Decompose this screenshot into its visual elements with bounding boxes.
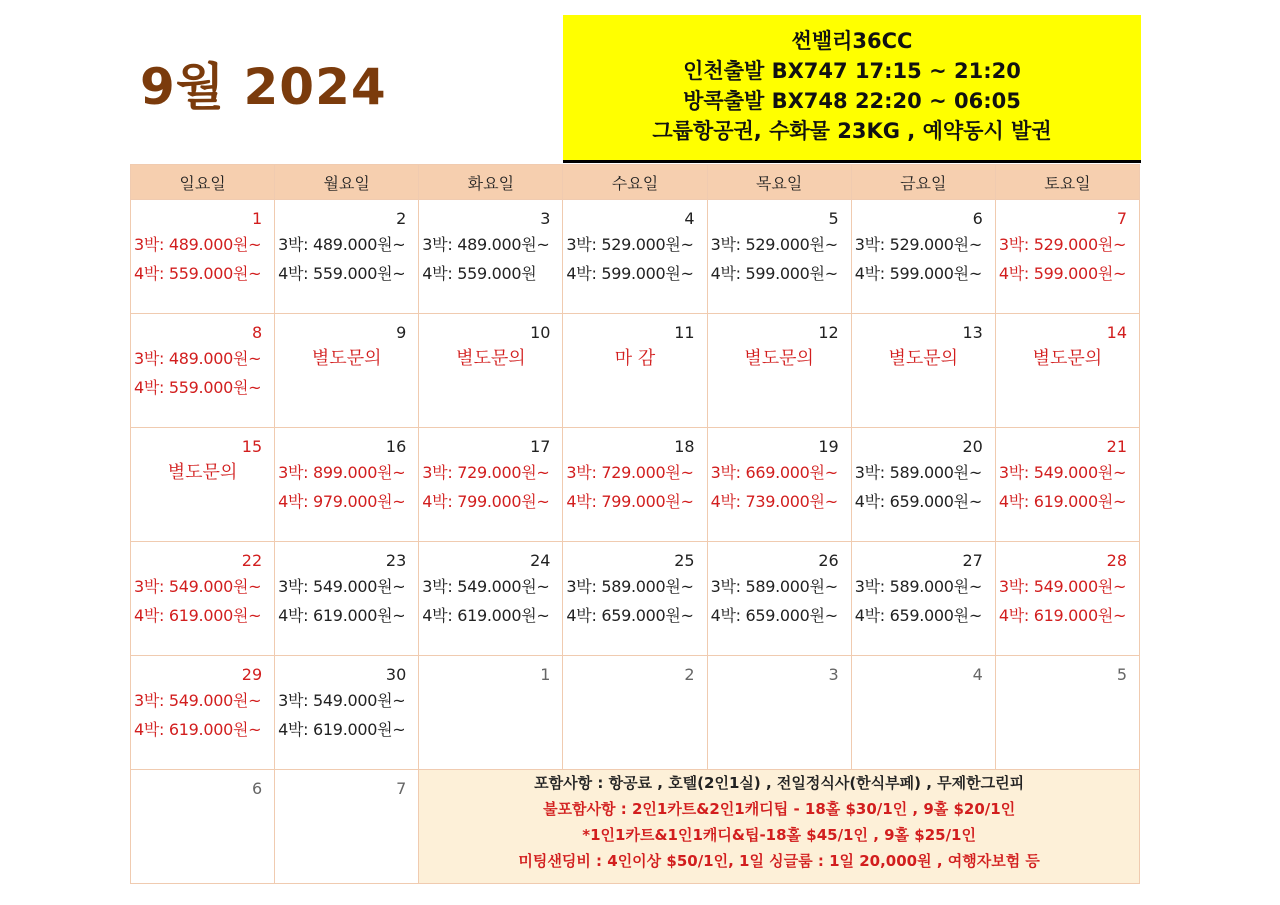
price-line: 3박: 589.000원~ <box>854 577 982 596</box>
calendar-day-cell <box>131 314 275 428</box>
week-row <box>131 656 1140 770</box>
day-number: 15 <box>241 437 263 456</box>
availability-note: 별도문의 <box>888 348 959 369</box>
day-number: 8 <box>251 323 263 342</box>
price-line: 3박: 489.000원~ <box>134 349 262 368</box>
day-number: 3 <box>540 209 551 228</box>
calendar-day-cell <box>851 314 995 428</box>
calendar-day-cell <box>419 542 563 656</box>
price-line: 4박: 599.000원~ <box>566 264 694 283</box>
day-number: 7 <box>396 779 407 798</box>
weekday-header: 월요일 <box>275 165 419 200</box>
price-line: 3박: 729.000원~ <box>566 463 694 482</box>
calendar-day-cell <box>995 542 1139 656</box>
day-number: 27 <box>962 551 983 570</box>
price-line: 4박: 619.000원~ <box>278 606 406 625</box>
price-line: 3박: 529.000원~ <box>566 235 694 254</box>
calendar-day-cell <box>851 656 995 770</box>
day-number: 16 <box>385 437 407 456</box>
calendar-day-cell <box>995 656 1139 770</box>
calendar-day-cell <box>419 314 563 428</box>
week-row <box>131 428 1140 542</box>
weekday-header: 목요일 <box>707 165 851 200</box>
price-line: 4박: 659.000원~ <box>854 606 982 625</box>
day-number: 1 <box>251 209 263 228</box>
weekday-header: 화요일 <box>419 165 563 200</box>
price-line: 3박: 899.000원~ <box>278 463 406 482</box>
price-line: 3박: 549.000원~ <box>998 577 1127 596</box>
price-line: 4박: 619.000원~ <box>134 720 262 739</box>
availability-note: 별도문의 <box>167 462 238 483</box>
price-line: 4박: 559.000원~ <box>278 264 406 283</box>
day-number: 24 <box>530 551 551 570</box>
price-line: 4박: 619.000원~ <box>998 606 1127 625</box>
week-row <box>131 314 1140 428</box>
calendar-day-cell <box>851 542 995 656</box>
day-number: 10 <box>530 323 551 342</box>
weekday-header: 금요일 <box>851 165 995 200</box>
price-line: 3박: 529.000원~ <box>854 235 982 254</box>
price-line: 3박: 529.000원~ <box>710 235 838 254</box>
page-title: 9월 2024 <box>140 58 387 116</box>
day-number: 19 <box>818 437 839 456</box>
package-note-line: 포함사항 : 항공료 , 호텔(2인1실) , 전일정식사(한식부페) , 무제한그린피 <box>534 774 1025 792</box>
weekday-header: 수요일 <box>563 165 707 200</box>
price-line: 3박: 729.000원~ <box>422 463 550 482</box>
week-row <box>131 200 1140 314</box>
calendar-day-cell <box>563 542 707 656</box>
day-number: 21 <box>1106 437 1127 456</box>
price-line: 3박: 549.000원~ <box>278 691 406 710</box>
ticket-note: 그룹항공권, 수화물 23KG , 예약동시 발권 <box>652 119 1052 143</box>
calendar-day-cell <box>131 542 275 656</box>
price-line: 3박: 489.000원~ <box>422 235 550 254</box>
price-line: 4박: 619.000원~ <box>134 606 262 625</box>
price-line: 4박: 599.000원~ <box>998 264 1127 283</box>
calendar-day-cell <box>995 314 1139 428</box>
flight-info-box <box>563 15 1141 163</box>
price-line: 3박: 549.000원~ <box>134 691 262 710</box>
price-line: 4박: 559.000원 <box>422 264 537 283</box>
day-number: 20 <box>962 437 983 456</box>
weekday-header: 일요일 <box>131 165 275 200</box>
calendar-day-cell <box>131 770 275 884</box>
calendar-day-cell <box>851 428 995 542</box>
price-line: 3박: 589.000원~ <box>854 463 982 482</box>
calendar-day-cell <box>131 656 275 770</box>
price-line: 3박: 549.000원~ <box>134 577 262 596</box>
price-line: 3박: 489.000원~ <box>134 235 262 254</box>
day-number: 14 <box>1106 323 1127 342</box>
calendar-day-cell <box>707 656 851 770</box>
price-line: 4박: 979.000원~ <box>278 492 406 511</box>
return-flight: 방콕출발 BX748 22:20 ~ 06:05 <box>683 89 1021 113</box>
calendar-table <box>130 164 1140 884</box>
outbound-flight: 인천출발 BX747 17:15 ~ 21:20 <box>683 59 1021 83</box>
calendar-day-cell <box>707 314 851 428</box>
calendar-day-cell <box>563 428 707 542</box>
calendar-day-cell <box>419 656 563 770</box>
day-number: 30 <box>385 665 407 684</box>
availability-note: 별도문의 <box>311 348 382 369</box>
day-number: 28 <box>1106 551 1127 570</box>
day-number: 2 <box>684 665 695 684</box>
availability-note: 마 감 <box>614 348 656 369</box>
weekday-header-row <box>131 165 1140 200</box>
price-line: 3박: 529.000원~ <box>998 235 1127 254</box>
price-line: 3박: 589.000원~ <box>566 577 694 596</box>
price-line: 3박: 549.000원~ <box>422 577 550 596</box>
availability-note: 별도문의 <box>744 348 814 369</box>
day-number: 7 <box>1116 209 1127 228</box>
calendar-day-cell <box>275 542 419 656</box>
day-number: 18 <box>674 437 695 456</box>
day-number: 2 <box>396 209 407 228</box>
calendar-day-cell <box>131 428 275 542</box>
day-number: 4 <box>684 209 695 228</box>
day-number: 26 <box>818 551 839 570</box>
day-number: 4 <box>972 665 983 684</box>
price-line: 3박: 589.000원~ <box>710 577 838 596</box>
day-number: 25 <box>674 551 695 570</box>
calendar-day-cell <box>563 656 707 770</box>
price-line: 4박: 659.000원~ <box>566 606 694 625</box>
package-note-line: 불포함사항 : 2인1카트&2인1캐디팁 - 18홀 $30/1인 , 9홀 $20/1인 <box>543 800 1016 818</box>
availability-note: 별도문의 <box>456 348 526 369</box>
price-line: 4박: 799.000원~ <box>422 492 550 511</box>
day-number: 12 <box>818 323 839 342</box>
calendar-day-cell <box>707 542 851 656</box>
price-line: 3박: 549.000원~ <box>998 463 1127 482</box>
price-line: 4박: 659.000원~ <box>854 492 982 511</box>
price-line: 4박: 599.000원~ <box>710 264 838 283</box>
day-number: 9 <box>396 323 407 342</box>
golf-course-name: 썬밸리36CC <box>791 29 913 53</box>
calendar-day-cell <box>563 200 707 314</box>
price-line: 4박: 599.000원~ <box>854 264 982 283</box>
calendar-day-cell <box>995 428 1139 542</box>
day-number: 11 <box>674 323 695 342</box>
day-number: 6 <box>251 779 263 798</box>
package-note-line: *1인1카트&1인1캐디&팁-18홀 $45/1인 , 9홀 $25/1인 <box>582 826 976 844</box>
day-number: 3 <box>828 665 839 684</box>
day-number: 22 <box>241 551 263 570</box>
calendar-day-cell <box>131 200 275 314</box>
day-number: 1 <box>540 665 551 684</box>
price-line: 3박: 489.000원~ <box>278 235 406 254</box>
calendar-day-cell <box>275 770 419 884</box>
calendar-day-cell <box>275 200 419 314</box>
day-number: 23 <box>385 551 407 570</box>
price-line: 3박: 669.000원~ <box>710 463 838 482</box>
calendar-day-cell <box>275 428 419 542</box>
price-line: 4박: 659.000원~ <box>710 606 838 625</box>
week-row <box>131 770 1140 884</box>
price-line: 4박: 619.000원~ <box>998 492 1127 511</box>
calendar-day-cell <box>419 200 563 314</box>
calendar-day-cell <box>563 314 707 428</box>
calendar-day-cell <box>707 428 851 542</box>
calendar-day-cell <box>419 428 563 542</box>
price-line: 4박: 619.000원~ <box>278 720 406 739</box>
day-number: 5 <box>1116 665 1127 684</box>
calendar-day-cell <box>851 200 995 314</box>
package-notes <box>419 770 1140 884</box>
price-line: 4박: 799.000원~ <box>566 492 694 511</box>
availability-note: 별도문의 <box>1032 348 1103 369</box>
price-line: 4박: 559.000원~ <box>134 264 262 283</box>
day-number: 6 <box>972 209 983 228</box>
calendar-day-cell <box>275 656 419 770</box>
day-number: 29 <box>241 665 263 684</box>
calendar-day-cell <box>275 314 419 428</box>
price-line: 4박: 739.000원~ <box>710 492 838 511</box>
week-row <box>131 542 1140 656</box>
weekday-header: 토요일 <box>995 165 1139 200</box>
price-line: 3박: 549.000원~ <box>278 577 406 596</box>
calendar-day-cell <box>995 200 1139 314</box>
calendar-day-cell <box>707 200 851 314</box>
day-number: 13 <box>962 323 983 342</box>
price-line: 4박: 559.000원~ <box>134 378 262 397</box>
price-line: 4박: 619.000원~ <box>422 606 550 625</box>
day-number: 5 <box>828 209 839 228</box>
calendar-body <box>131 200 1140 884</box>
day-number: 17 <box>530 437 551 456</box>
package-note-line: 미팅샌딩비 : 4인이상 $50/1인, 1일 싱글룸 : 1일 20,000원 , 여행자보험 등 <box>518 852 1040 870</box>
